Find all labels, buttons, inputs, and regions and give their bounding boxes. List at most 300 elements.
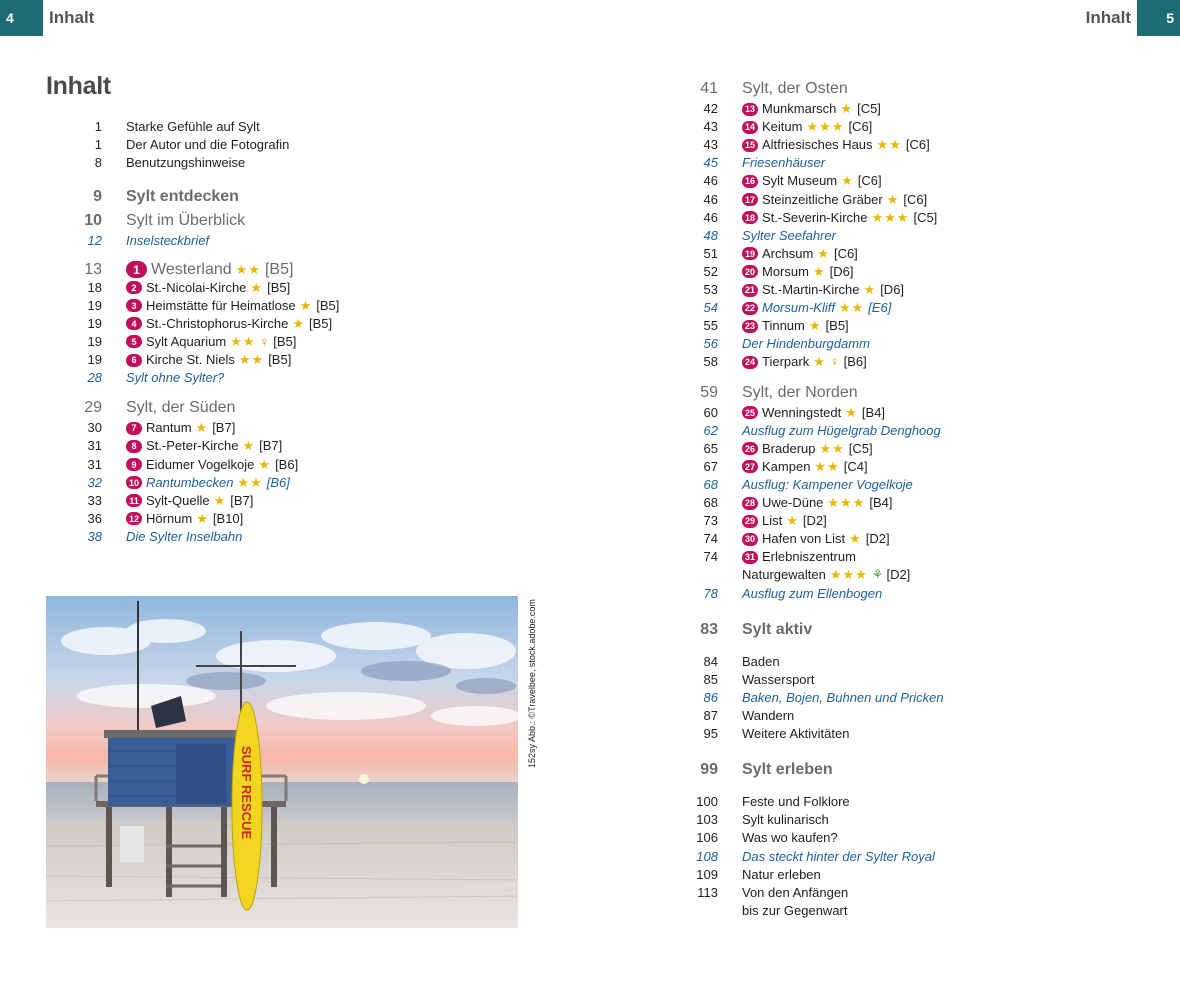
toc-section-westerland[interactable] xyxy=(46,261,346,279)
running-title-right: Inhalt xyxy=(1085,8,1131,27)
page-title: Inhalt xyxy=(46,72,111,100)
toc-entry-inselsteckbrief[interactable] xyxy=(46,232,346,250)
toc-page: 38 xyxy=(87,528,102,544)
toc-title-wrap xyxy=(742,317,849,335)
toc-page: 46 xyxy=(703,191,718,207)
photo-credit-text: 152sy Abb.: ©Travelbee, stock.adobe.com xyxy=(527,599,537,768)
toc-page: 42 xyxy=(703,101,718,117)
place-number-badge: 15 xyxy=(742,139,758,152)
toc-entry-inselbahn[interactable] xyxy=(46,528,346,546)
toc-title-wrap xyxy=(126,510,243,528)
toc-entry[interactable] xyxy=(46,456,346,474)
toc-page: 19 xyxy=(87,315,102,331)
map-ref: [B5] xyxy=(273,333,297,349)
toc-entry[interactable] xyxy=(662,118,962,136)
place-number-badge: 16 xyxy=(742,175,758,188)
toc-title: Wassersport xyxy=(742,671,815,687)
toc-entry[interactable] xyxy=(662,725,962,743)
place-number-badge: 14 xyxy=(742,121,758,134)
place-number-badge: 19 xyxy=(742,247,758,260)
toc-title: Braderup xyxy=(762,440,816,456)
star-rating: ★ xyxy=(841,173,854,189)
toc-title: Altfriesisches Haus xyxy=(762,137,873,153)
toc-entry[interactable] xyxy=(662,154,962,172)
star-rating: ★★ xyxy=(876,137,902,153)
star-rating: ★ xyxy=(242,438,256,454)
toc-title: bis zur Gegenwart xyxy=(742,902,848,918)
toc-entry[interactable] xyxy=(46,136,346,154)
toc-entry[interactable] xyxy=(662,245,962,263)
map-ref: [C5] xyxy=(913,209,938,225)
toc-entry[interactable] xyxy=(662,585,962,603)
running-title-left: Inhalt xyxy=(49,8,95,27)
map-ref: [C5] xyxy=(848,440,873,456)
toc-entry-ohne-sylter[interactable] xyxy=(46,369,346,387)
toc-page: 51 xyxy=(703,245,718,261)
map-ref: [B5] xyxy=(264,260,294,278)
toc-entry[interactable] xyxy=(662,317,962,335)
toc-page: 18 xyxy=(87,279,102,295)
toc-title: Der Autor und die Fotografin xyxy=(126,137,290,153)
toc-entry[interactable] xyxy=(662,335,962,353)
map-ref: [B5] xyxy=(267,279,291,295)
child-figure-icon: ♀ xyxy=(829,354,840,370)
toc-entry[interactable] xyxy=(46,510,346,528)
toc-title: Eidumer Vogelkoje xyxy=(146,456,255,472)
toc-page: 84 xyxy=(703,653,718,669)
toc-title: Morsum xyxy=(762,263,809,279)
toc-title-wrap xyxy=(742,227,836,245)
toc-page: 109 xyxy=(696,866,718,882)
toc-title: Der Hindenburgdamm xyxy=(742,336,870,352)
header-left xyxy=(0,0,95,36)
map-ref: [B10] xyxy=(212,510,244,526)
place-number-badge: 13 xyxy=(742,103,758,116)
star-rating: ★ xyxy=(195,420,209,436)
toc-title-wrap xyxy=(742,100,881,118)
toc-title: Archsum xyxy=(762,245,814,261)
toc-page: 45 xyxy=(703,155,718,171)
toc-title: Von den Anfängen xyxy=(742,884,849,900)
toc-page: 31 xyxy=(87,438,102,454)
toc-entry[interactable] xyxy=(46,437,346,455)
toc-title-wrap xyxy=(742,404,885,422)
map-ref: [B5] xyxy=(825,318,849,334)
toc-entry[interactable] xyxy=(662,476,962,494)
toc-title: Tierpark xyxy=(762,354,810,370)
toc-entry[interactable] xyxy=(662,440,962,458)
star-rating: ★ xyxy=(886,191,900,207)
page-number-right: 5 xyxy=(1137,0,1180,36)
toc-title: Inselsteckbrief xyxy=(126,233,210,249)
toc-title: Westerland xyxy=(151,260,232,278)
place-number-badge: 26 xyxy=(742,442,758,455)
toc-page: 59 xyxy=(700,383,718,401)
toc-page: 78 xyxy=(703,585,718,601)
toc-entry[interactable] xyxy=(46,351,346,369)
toc-entry[interactable] xyxy=(662,227,962,245)
toc-entry[interactable] xyxy=(662,404,962,422)
toc-page: 32 xyxy=(87,474,102,490)
beach-scene-illustration xyxy=(46,596,518,928)
toc-title: Hafen von List xyxy=(762,531,846,547)
toc-title: Steinzeitliche Gräber xyxy=(762,191,883,207)
toc-title-wrap xyxy=(742,902,848,920)
star-rating: ★★ xyxy=(238,352,265,368)
toc-entry[interactable] xyxy=(46,474,346,492)
toc-page: 9 xyxy=(93,188,102,206)
star-rating: ★★ xyxy=(819,440,845,456)
toc-title: St.-Peter-Kirche xyxy=(146,438,239,454)
toc-title-wrap xyxy=(742,191,927,209)
toc-title: Die Sylter Inselbahn xyxy=(126,528,243,544)
toc-left-column xyxy=(46,118,346,546)
toc-title-wrap xyxy=(742,793,850,811)
toc-entry[interactable] xyxy=(46,315,346,333)
star-rating: ★ xyxy=(845,404,858,420)
map-ref: [B6] xyxy=(275,456,299,472)
toc-title-wrap xyxy=(742,585,882,603)
toc-section-erleben[interactable] xyxy=(662,761,962,779)
norden-list xyxy=(662,404,962,603)
toc-section-aktiv[interactable] xyxy=(662,621,962,639)
toc-title: Morsum-Kliff xyxy=(762,300,835,316)
toc-title-wrap xyxy=(742,440,873,458)
erleben-list xyxy=(662,793,962,920)
toc-title-wrap xyxy=(742,811,829,829)
toc-entry[interactable] xyxy=(662,263,962,281)
page-number-left: 4 xyxy=(0,0,43,36)
toc-title: Ausflug zum Ellenbogen xyxy=(742,585,883,601)
toc-page: 46 xyxy=(703,173,718,189)
toc-page: 68 xyxy=(703,495,718,511)
toc-page: 52 xyxy=(703,263,718,279)
map-ref: [B4] xyxy=(861,404,886,420)
toc-page: 67 xyxy=(703,458,718,474)
place-number-badge: 1 xyxy=(126,261,147,278)
map-ref: [C6] xyxy=(833,245,858,261)
toc-right-column xyxy=(662,80,962,920)
toc-entry[interactable] xyxy=(662,299,962,317)
map-ref: [B5] xyxy=(316,297,340,313)
toc-title: Friesenhäuser xyxy=(742,155,826,171)
toc-entry[interactable] xyxy=(662,281,962,299)
toc-entry[interactable] xyxy=(46,279,346,297)
toc-title-wrap xyxy=(126,279,290,297)
toc-title-wrap xyxy=(742,299,891,317)
toc-page: 13 xyxy=(84,260,102,278)
toc-title: Sylt erleben xyxy=(742,761,833,779)
map-ref: [B7] xyxy=(212,420,236,436)
toc-page: 86 xyxy=(703,689,718,705)
toc-title-wrap xyxy=(126,136,289,154)
place-number-badge: 22 xyxy=(742,302,758,315)
toc-title-wrap xyxy=(126,456,298,474)
toc-title-wrap xyxy=(742,353,867,371)
toc-entry[interactable] xyxy=(662,458,962,476)
toc-entry[interactable] xyxy=(662,512,962,530)
toc-title: Ausflug: Kampener Vogelkoje xyxy=(742,476,913,492)
star-rating: ★★★ xyxy=(829,567,868,583)
toc-entry[interactable] xyxy=(662,548,962,566)
toc-entry[interactable] xyxy=(662,353,962,371)
place-number-badge: 2 xyxy=(126,281,142,294)
toc-title-wrap xyxy=(126,474,290,492)
star-rating: ★ xyxy=(849,531,862,547)
map-ref: [C4] xyxy=(843,458,868,474)
toc-title-wrap xyxy=(742,281,904,299)
toc-title-wrap xyxy=(742,422,941,440)
star-rating: ★ xyxy=(250,279,264,295)
toc-title: Sylt im Überblick xyxy=(126,212,246,230)
toc-entry[interactable] xyxy=(46,118,346,136)
star-rating: ★ xyxy=(808,318,822,334)
sueden-list xyxy=(46,419,346,528)
toc-title-wrap xyxy=(126,437,282,455)
toc-page: 108 xyxy=(696,848,718,864)
toc-entry[interactable] xyxy=(662,494,962,512)
place-number-badge: 27 xyxy=(742,460,758,473)
toc-title: Kampen xyxy=(762,458,811,474)
toc-title: Sylt-Quelle xyxy=(146,492,210,508)
toc-entry[interactable] xyxy=(662,848,962,866)
toc-title-wrap xyxy=(126,297,339,315)
map-ref: [C6] xyxy=(903,191,928,207)
toc-title: Sylt kulinarisch xyxy=(742,812,829,828)
toc-page: 19 xyxy=(87,297,102,313)
toc-title-wrap xyxy=(742,136,930,154)
toc-page: 87 xyxy=(703,708,718,723)
place-number-badge: 5 xyxy=(126,335,142,348)
toc-title-wrap xyxy=(742,566,910,584)
toc-title-wrap xyxy=(742,689,944,707)
toc-page: 41 xyxy=(700,80,718,97)
toc-entry[interactable] xyxy=(662,884,962,902)
toc-title: Benutzungshinweise xyxy=(126,155,246,171)
toc-entry[interactable] xyxy=(662,172,962,190)
toc-entry[interactable] xyxy=(662,530,962,548)
toc-entry[interactable] xyxy=(46,419,346,437)
map-ref: [B5] xyxy=(308,315,333,331)
toc-title: Tinnum xyxy=(762,318,805,334)
toc-entry[interactable] xyxy=(46,154,346,172)
toc-title-wrap xyxy=(742,548,856,566)
toc-title-wrap xyxy=(742,671,814,689)
toc-title-wrap xyxy=(126,351,291,369)
toc-page: 46 xyxy=(703,209,718,225)
toc-title: Sylt Museum xyxy=(762,173,838,189)
place-number-badge: 8 xyxy=(126,440,142,453)
toc-title-wrap xyxy=(126,118,260,136)
toc-page: 1 xyxy=(94,137,102,153)
toc-title: Rantum xyxy=(146,420,192,436)
place-number-badge: 31 xyxy=(742,551,758,564)
toc-title: Keitum xyxy=(762,119,803,135)
toc-entry[interactable] xyxy=(662,671,962,689)
toc-entry[interactable] xyxy=(662,653,962,671)
star-rating: ★ xyxy=(813,354,826,370)
star-rating: ★ xyxy=(863,282,877,298)
toc-page: 19 xyxy=(87,352,102,368)
toc-title: St.-Christophorus-Kirche xyxy=(146,315,289,331)
toc-entry[interactable] xyxy=(662,829,962,847)
toc-page: 65 xyxy=(703,440,718,456)
toc-title-wrap xyxy=(742,530,890,548)
toc-title: Sylt ohne Sylter? xyxy=(126,370,225,386)
toc-entry[interactable] xyxy=(662,811,962,829)
star-rating: ★ xyxy=(258,456,272,472)
toc-page: 1 xyxy=(94,119,102,134)
place-number-badge: 28 xyxy=(742,497,758,510)
toc-title-wrap xyxy=(742,866,821,884)
toc-page: 58 xyxy=(703,354,718,370)
place-number-badge: 7 xyxy=(126,422,142,435)
toc-page: 83 xyxy=(700,620,718,638)
toc-page: 74 xyxy=(703,549,718,565)
toc-title-wrap xyxy=(126,492,253,510)
toc-title: St.-Martin-Kirche xyxy=(762,282,860,298)
toc-title-wrap xyxy=(126,419,235,437)
toc-title-wrap xyxy=(742,335,870,353)
toc-entry[interactable] xyxy=(662,689,962,707)
toc-page: 33 xyxy=(87,492,102,508)
toc-title-wrap xyxy=(742,458,868,476)
star-rating: ★★ xyxy=(235,261,261,277)
place-number-badge: 10 xyxy=(126,476,142,489)
star-rating: ★ xyxy=(817,245,830,261)
star-rating: ★★★ xyxy=(871,209,910,225)
toc-title: Wenningstedt xyxy=(762,404,842,420)
toc-title: Sylt, der Süden xyxy=(126,399,236,417)
toc-entry[interactable] xyxy=(46,333,346,351)
toc-page: 73 xyxy=(703,513,718,529)
toc-title-wrap xyxy=(742,884,848,902)
toc-title-wrap xyxy=(126,261,293,279)
toc-title: Naturgewalten xyxy=(742,567,826,583)
toc-entry[interactable] xyxy=(662,707,962,725)
toc-title: Sylt Aquarium xyxy=(146,333,227,349)
toc-page: 100 xyxy=(696,794,718,810)
toc-entry[interactable] xyxy=(46,297,346,315)
toc-title-wrap xyxy=(742,512,827,530)
toc-page: 55 xyxy=(703,318,718,334)
photo-credit xyxy=(515,596,537,776)
toc-title-wrap xyxy=(742,476,913,494)
toc-section-norden[interactable] xyxy=(662,384,962,402)
toc-page: 106 xyxy=(696,830,718,846)
toc-entry[interactable] xyxy=(662,422,962,440)
toc-title: St.-Nicolai-Kirche xyxy=(146,279,247,295)
toc-title: Baden xyxy=(742,653,780,669)
star-rating: ★ xyxy=(196,510,209,526)
toc-page: 68 xyxy=(703,476,718,492)
toc-title-wrap xyxy=(742,263,853,281)
map-ref: [B4] xyxy=(869,495,893,511)
map-ref: [B6] xyxy=(266,474,290,490)
toc-entry[interactable] xyxy=(46,492,346,510)
toc-page: 54 xyxy=(703,300,718,316)
toc-title-wrap xyxy=(742,209,937,227)
toc-title: Hörnum xyxy=(146,510,193,526)
toc-page: 113 xyxy=(697,884,718,900)
toc-title: Sylt aktiv xyxy=(742,620,813,638)
place-number-badge: 29 xyxy=(742,515,758,528)
place-number-badge: 25 xyxy=(742,406,758,419)
toc-page: 12 xyxy=(87,233,102,249)
place-number-badge: 30 xyxy=(742,533,758,546)
toc-title-wrap xyxy=(742,725,849,743)
toc-title: Munkmarsch xyxy=(762,101,837,117)
toc-title-wrap xyxy=(126,333,296,351)
place-number-badge: 4 xyxy=(126,317,142,330)
toc-title: Sylt, der Norden xyxy=(742,383,858,401)
toc-title-wrap xyxy=(742,707,794,725)
toc-entry[interactable] xyxy=(662,191,962,209)
toc-title: Baken, Bojen, Buhnen und Pricken xyxy=(742,689,944,705)
star-rating: ★★ xyxy=(838,300,865,316)
toc-title-wrap xyxy=(742,118,872,136)
toc-title: Uwe-Düne xyxy=(762,495,824,511)
map-ref: [D2] xyxy=(865,531,890,547)
toc-section-ueberblick[interactable] xyxy=(46,212,346,230)
westerland-list xyxy=(46,279,346,369)
toc-section-sueden[interactable] xyxy=(46,399,346,417)
toc-title: Sylter Seefahrer xyxy=(742,227,836,243)
toc-entry[interactable] xyxy=(662,793,962,811)
map-ref: [C5] xyxy=(857,101,881,117)
place-number-badge: 24 xyxy=(742,356,758,369)
toc-page: 60 xyxy=(703,404,718,420)
toc-entry[interactable] xyxy=(662,902,962,920)
place-number-badge: 11 xyxy=(126,494,142,507)
toc-entry[interactable] xyxy=(662,100,962,118)
star-rating: ★★★ xyxy=(827,495,866,511)
toc-page: 29 xyxy=(84,399,102,417)
toc-entry[interactable] xyxy=(662,136,962,154)
toc-entry[interactable] xyxy=(662,866,962,884)
toc-page: 74 xyxy=(703,531,718,547)
toc-section-sylt-entdecken[interactable] xyxy=(46,188,346,206)
toc-section-osten[interactable] xyxy=(662,80,962,98)
map-ref: [D6] xyxy=(829,263,854,279)
toc-title: Natur erleben xyxy=(742,866,821,882)
map-ref: [B7] xyxy=(259,438,283,454)
map-ref: [D2] xyxy=(802,513,827,529)
intro-list xyxy=(46,118,346,172)
star-rating: ★ xyxy=(812,263,826,279)
nature-icon: ⚘ xyxy=(871,567,884,583)
header-right xyxy=(1085,0,1180,36)
star-rating: ★ xyxy=(840,101,854,117)
map-ref: [B7] xyxy=(230,492,254,508)
toc-page: 10 xyxy=(84,212,102,230)
toc-title: St.-Severin-Kirche xyxy=(762,209,868,225)
toc-page: 31 xyxy=(87,456,102,472)
place-number-badge: 20 xyxy=(742,265,758,278)
toc-page: 85 xyxy=(703,671,718,687)
toc-entry[interactable] xyxy=(662,209,962,227)
place-number-badge: 9 xyxy=(126,458,142,471)
star-rating: ★★ xyxy=(814,458,840,474)
toc-title-wrap xyxy=(126,154,245,172)
toc-page: 19 xyxy=(87,333,102,349)
toc-title-wrap xyxy=(742,154,825,172)
place-number-badge: 21 xyxy=(742,284,758,297)
toc-title-wrap xyxy=(742,172,882,190)
map-ref: [E6] xyxy=(868,300,892,316)
star-rating: ★ xyxy=(292,315,305,331)
toc-entry[interactable] xyxy=(662,566,962,584)
